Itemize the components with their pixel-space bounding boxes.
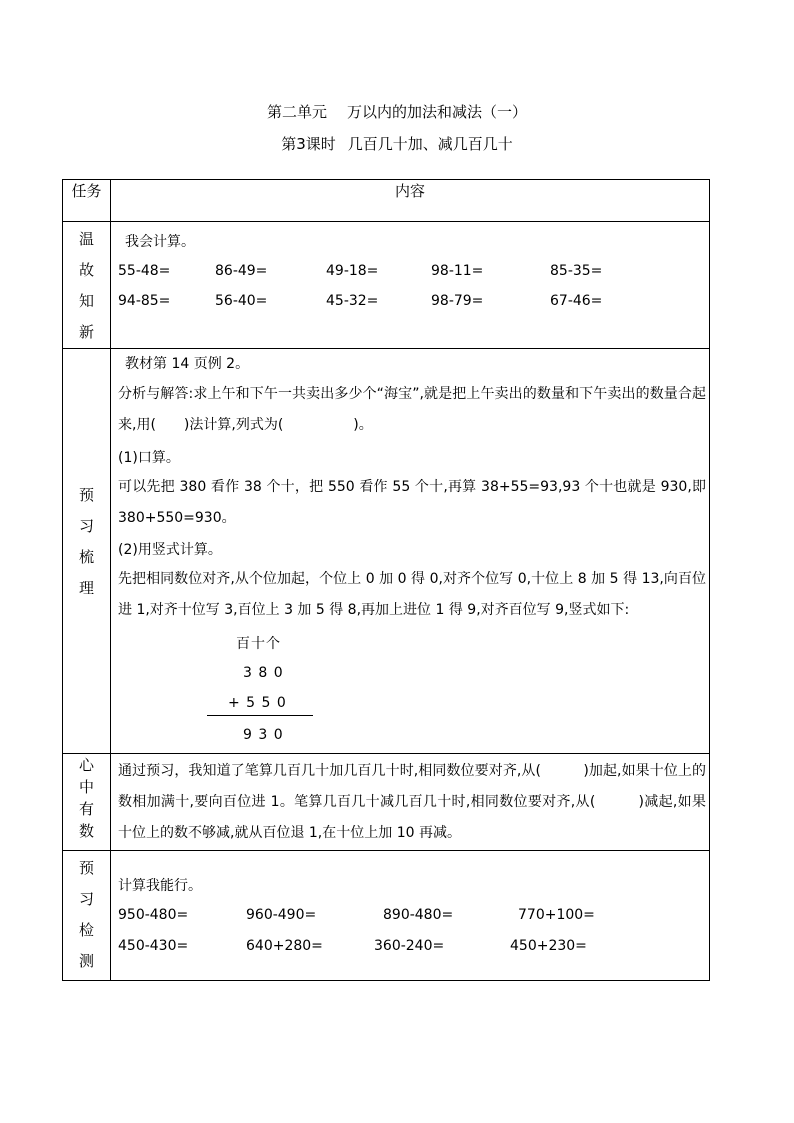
problem: 67-46=: [550, 293, 603, 309]
label-char: 习: [78, 517, 94, 535]
problem: 450-430=: [118, 938, 189, 954]
preview-label: [63, 349, 111, 754]
label-char: 故: [78, 261, 94, 279]
label-char: 预: [78, 486, 94, 504]
summary-label: [63, 754, 111, 851]
table-header-row: [63, 180, 710, 222]
oral-paragraph: 可以先把 380 看作 38 个十，把 550 看作 55 个十,再算 38+55=93,93 个十也就是 930,即 380+550=930。: [118, 479, 706, 526]
addend-1: 3 8 0: [243, 665, 284, 681]
warmup-content: [111, 222, 710, 349]
section-preview: [63, 349, 710, 754]
lesson-topic: 几百几十加、减几百几十: [347, 135, 513, 153]
unit-label: 第二单元: [266, 103, 327, 121]
unit-subtitle: 万以内的加法和减法（一）: [347, 103, 528, 121]
analysis-paragraph: 分析与解答:求上午和下午一共卖出多少个“海宝”,就是把上午卖出的数量和下午卖出的数量合起来,用( )法计算,列式为( )。: [118, 386, 706, 433]
textbook-ref: 教材第 14 页例 2。: [125, 356, 250, 372]
label-char: 中: [78, 778, 94, 796]
problem: 950-480=: [118, 907, 189, 923]
label-char: 检: [78, 921, 94, 939]
summary-text: 通过预习，我知道了笔算几百几十加几百几十时,相同数位要对齐,从( )加起,如果十位上的数相加满十,要向百位进 1。笔算几百几十减几百几十时,相同数位要对齐,从( )减起,如果十位上的数不够减,就从百位退 1,在十位上加 10 再减。: [118, 763, 706, 841]
place-header: 百十个: [236, 636, 281, 652]
worksheet-table: [62, 179, 710, 981]
sum-rule: [207, 715, 313, 716]
section-warmup: [63, 222, 710, 349]
label-char: 心: [78, 756, 94, 774]
label-char: 新: [78, 323, 94, 341]
problem: 86-49=: [215, 263, 268, 279]
lesson-label: 第3课时: [281, 135, 336, 153]
problem: 98-79=: [431, 293, 484, 309]
problem: 85-35=: [550, 263, 603, 279]
step-vertical: (2)用竖式计算。: [118, 542, 222, 558]
preview-content: [111, 349, 710, 754]
label-char: 测: [78, 952, 94, 970]
lesson-title: [0, 133, 794, 154]
label-char: 知: [78, 292, 94, 310]
label-char: 温: [78, 230, 94, 248]
label-char: 数: [78, 822, 94, 840]
check-content: [111, 851, 710, 981]
check-label: [63, 851, 111, 981]
problem: 890-480=: [383, 907, 454, 923]
problem: 770+100=: [518, 907, 595, 923]
problem: 94-85=: [118, 293, 171, 309]
addend-2: + 5 5 0: [228, 695, 287, 711]
section-summary: [63, 754, 710, 851]
problem: 450+230=: [510, 938, 587, 954]
problem: 49-18=: [326, 263, 379, 279]
problem: 360-240=: [374, 938, 445, 954]
sum: 9 3 0: [243, 727, 284, 743]
label-char: 预: [78, 859, 94, 877]
header-task: 任务: [63, 180, 111, 222]
problem: 960-490=: [246, 907, 317, 923]
problem: 55-48=: [118, 263, 171, 279]
problem: 98-11=: [431, 263, 484, 279]
vertical-paragraph: 先把相同数位对齐,从个位加起，个位上 0 加 0 得 0,对齐个位写 0,十位上 8 加 5 得 13,向百位进 1,对齐十位写 3,百位上 3 加 5 得 8,再加上进位 1 得 9,对齐百位写 9,竖式如下:: [118, 571, 706, 618]
problem: 640+280=: [246, 938, 323, 954]
summary-content: [111, 754, 710, 851]
label-char: 习: [78, 890, 94, 908]
label-char: 有: [78, 800, 94, 818]
warmup-intro: 我会计算。: [125, 234, 195, 250]
warmup-label: [63, 222, 111, 349]
unit-title: [0, 101, 794, 122]
check-intro: 计算我能行。: [118, 878, 202, 894]
step-oral: (1)口算。: [118, 450, 180, 466]
problem: 45-32=: [326, 293, 379, 309]
problem: 56-40=: [215, 293, 268, 309]
label-char: 梳: [78, 548, 94, 566]
label-char: 理: [78, 579, 94, 597]
section-check: [63, 851, 710, 981]
header-content: 内容: [111, 180, 710, 222]
